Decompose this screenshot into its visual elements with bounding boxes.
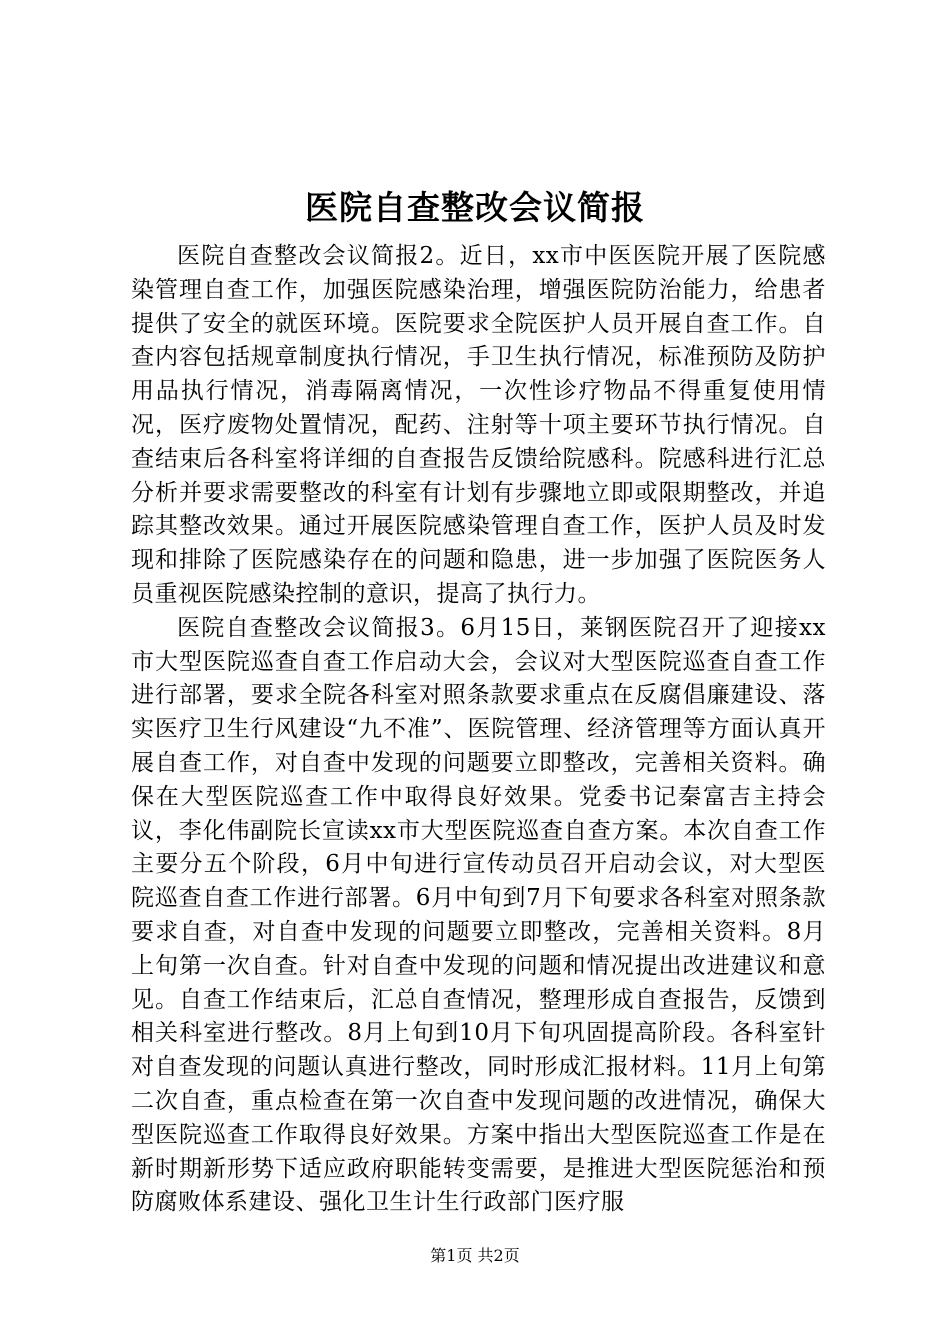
document-title: 医院自查整改会议简报 bbox=[305, 188, 645, 227]
document-body bbox=[131, 240, 826, 1220]
page-footer: 第1页 共2页 bbox=[430, 1246, 520, 1265]
paragraph-briefing-3: 医院自查整改会议简报3。6月15日，莱钢医院召开了迎接xx市大型医院巡查自查工作启动大会，会议对大型医院巡查自查工作进行部署，要求全院各科室对照条款要求重点在反腐倡廉建设、落实医疗卫生行风建设“九不准”、医院管理、经济管理等方面认真开展自查工作，对自查中发现的问题要立即整改，完善相关资料。确保在大型医院巡查工作中取得良好效果。党委书记秦富吉主持会议，李化伟副院长宣读xx市大型医院巡查自查方案。本次自查工作主要分五个阶段，6月中旬进行宣传动员召开启动会议，对大型医院巡查自查工作进行部署。6月中旬到7月下旬要求各科室对照条款要求自查，对自查中发现的问题要立即整改，完善相关资料。8月上旬第一次自查。针对自查中发现的问题和情况提出改进建议和意见。自查工作结束后，汇总自查情况，整理形成自查报告，反馈到相关科室进行整改。8月上旬到10月下旬巩固提高阶段。各科室针对自查发现的问题认真进行整改，同时形成汇报材料。11月上旬第二次自查，重点检查在第一次自查中发现问题的改进情况，确保大型医院巡查工作取得良好效果。方案中指出大型医院巡查工作是在新时期新形势下适应政府职能转变需要，是推进大型医院惩治和预防腐败体系建设、强化卫生计生行政部门医疗服 bbox=[131, 614, 826, 1216]
paragraph-briefing-2: 医院自查整改会议简报2。近日，xx市中医医院开展了医院感染管理自查工作，加强医院感染治理，增强医院防治能力，给患者提供了安全的就医环境。医院要求全院医护人员开展自查工作。自查内容包括规章制度执行情况，手卫生执行情况，标准预防及防护用品执行情况，消毒隔离情况，一次性诊疗物品不得重复使用情况，医疗废物处置情况，配药、注射等十项主要环节执行情况。自查结束后各科室将详细的自查报告反馈给院感科。院感科进行汇总分析并要求需要整改的科室有计划有步骤地立即或限期整改，并追踪其整改效果。通过开展医院感染管理自查工作，医护人员及时发现和排除了医院感染存在的问题和隐患，进一步加强了医院医务人员重视医院感染控制的意识，提高了执行力。 bbox=[131, 243, 826, 607]
